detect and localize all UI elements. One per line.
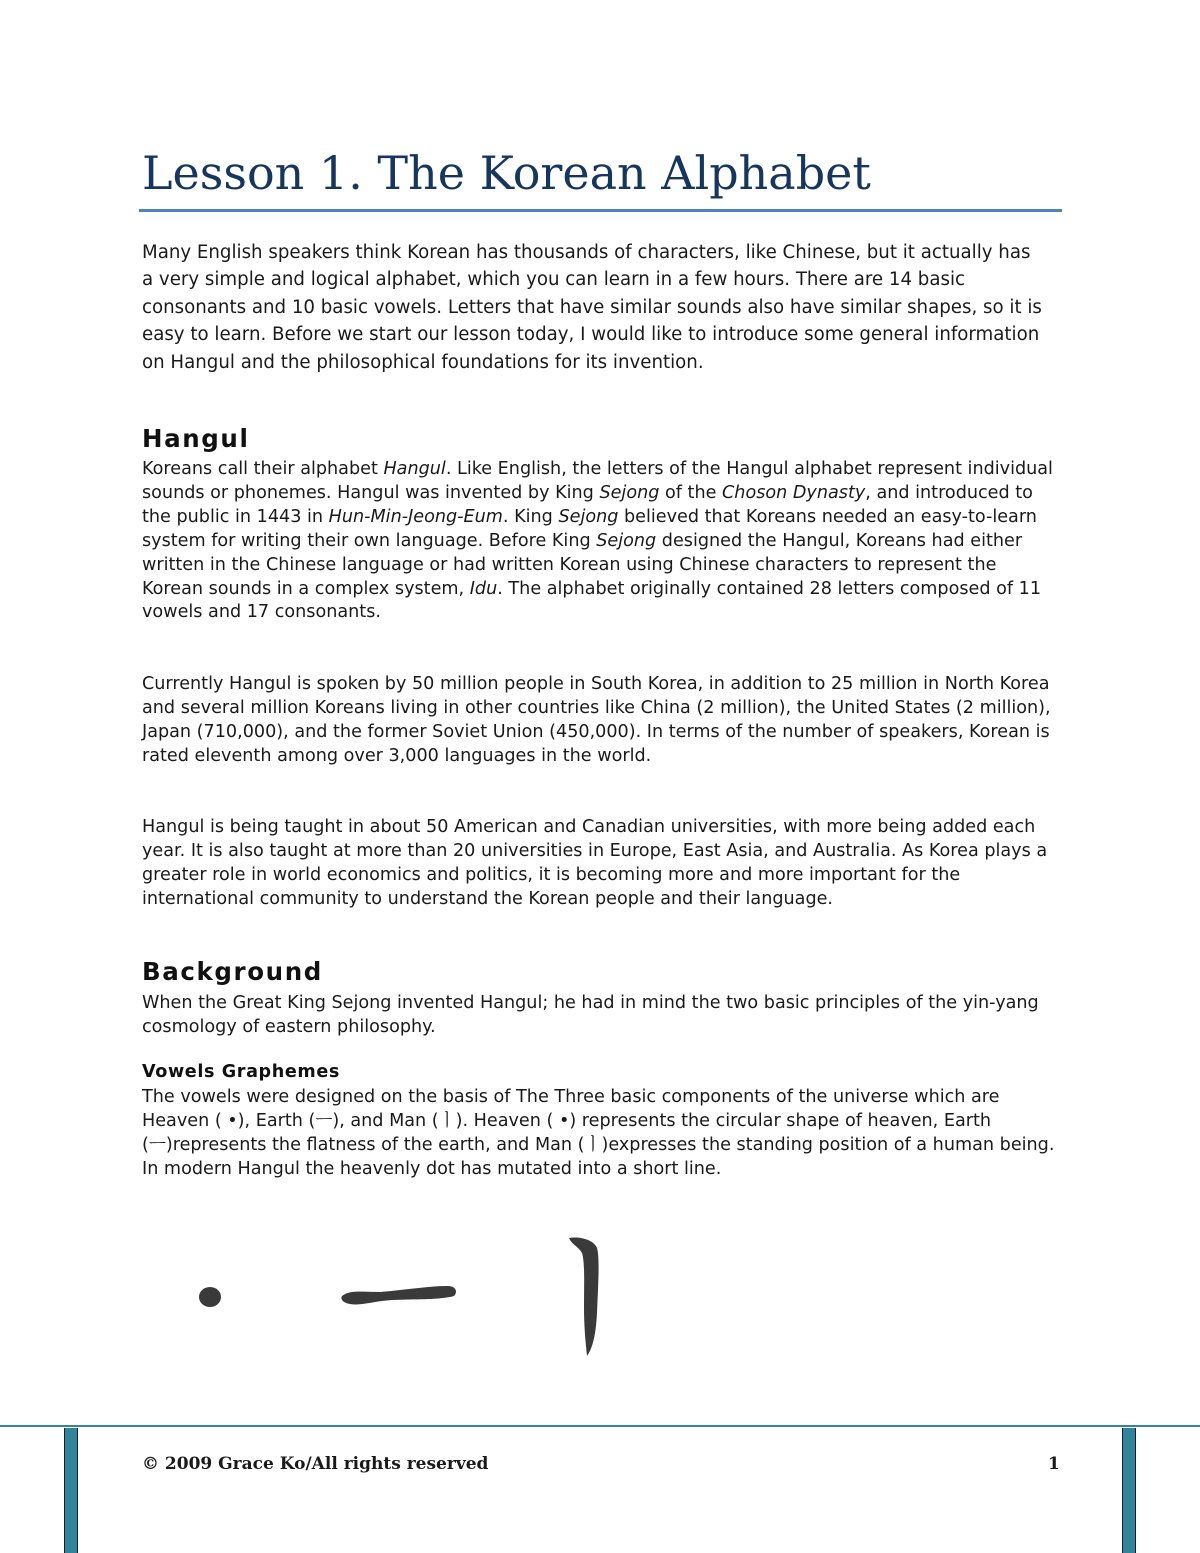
hangul-paragraph-2: Currently Hangul is spoken by 50 million people in South Korea, in addition to 25 million in North Korea and several million Koreans living in other countries like China (2 million), the United States (2 million), Japan (710,000), and the former Soviet Union (450,000). In terms of the number of speakers, Korean is rated eleventh among over 3,000 languages in the world. [142, 674, 1051, 766]
page-title: Lesson 1. The Korean Alphabet [142, 146, 871, 200]
italic-term: Hangul [383, 459, 446, 479]
italic-term: Choson Dynasty [722, 482, 866, 503]
vowels-paragraph: The vowels were designed on the basis of The Three basic components of the universe which are Heaven ( •), Earth (ㅡ), and Man (ㅣ). Heaven ( •) represents the circular shape of heaven, Earth (ㅡ)represents the flatness of the earth, and Man (ㅣ)expresses the standing position of a human being. In modern Hangul the heavenly dot has mutated into a short line. [142, 1087, 1055, 1179]
footer-right-bar [1122, 1428, 1136, 1553]
page-number: 1 [1048, 1454, 1060, 1474]
intro-paragraph: Many English speakers think Korean has thousands of characters, like Chinese, but it actually has a very simple and logical alphabet, which you can learn in a few hours. There are 14 basic consonants and 10 basic vowels. Letters that have similar sounds also have similar shapes, so it is easy to learn. Before we start our lesson today, I would like to introduce some general information on Hangul and the philosophical foundations for its invention. [142, 242, 1042, 373]
text-run: Koreans call their alphabet [142, 459, 384, 479]
text-run: . King [502, 506, 559, 527]
italic-term: Hun-Min-Jeong-Eum [328, 506, 503, 527]
hangul-paragraph-3: Hangul is being taught in about 50 American and Canadian universities, with more being added each year. It is also taught at more than 20 universities in Europe, East Asia, and Australia. As Korea plays a greater role in world economics and politics, it is becoming more and more important for the international community to understand the Korean people and their language. [142, 817, 1048, 909]
hangul-heading: Hangul [142, 424, 250, 453]
title-underline [139, 209, 1062, 212]
three-components-illustration [180, 1228, 640, 1368]
italic-term: Sejong [596, 530, 657, 551]
text-run: believed that Koreans needed an easy-to-learn system for writing their own language. Before King [142, 506, 1037, 551]
text-run: , and introduced to the public in 1443 in [142, 482, 1033, 527]
footer-left-bar [64, 1428, 78, 1553]
italic-term: Idu [469, 578, 498, 599]
text-run: designed the Hangul, Koreans had either written in the Chinese language or had written Korean using Chinese characters to represent the Korean sounds in a complex system, [142, 530, 1023, 599]
vowels-graphemes-heading: Vowels Graphemes [142, 1062, 340, 1082]
text-run: of the [659, 482, 723, 503]
italic-term: Sejong [558, 506, 619, 527]
heaven-dot-icon [199, 1287, 221, 1307]
footer-divider [0, 1425, 1200, 1427]
background-heading: Background [142, 957, 323, 986]
man-stroke-icon [569, 1237, 599, 1356]
earth-line-icon [341, 1286, 456, 1304]
hangul-paragraph-1 [142, 458, 1060, 625]
background-paragraph-1: When the Great King Sejong invented Hangul; he had in mind the two basic principles of the yin-yang cosmology of eastern philosophy. [142, 993, 1039, 1037]
footer-copyright: © 2009 Grace Ko/All rights reserved [142, 1454, 489, 1474]
italic-term: Sejong [599, 482, 660, 503]
text-run: . The alphabet originally contained 28 letters composed of 11 vowels and 17 consonants. [142, 578, 1042, 623]
text-run: . Like English, the letters of the Hangul alphabet represent individual sounds or phonemes. Hangul was invented by King [142, 459, 1053, 503]
